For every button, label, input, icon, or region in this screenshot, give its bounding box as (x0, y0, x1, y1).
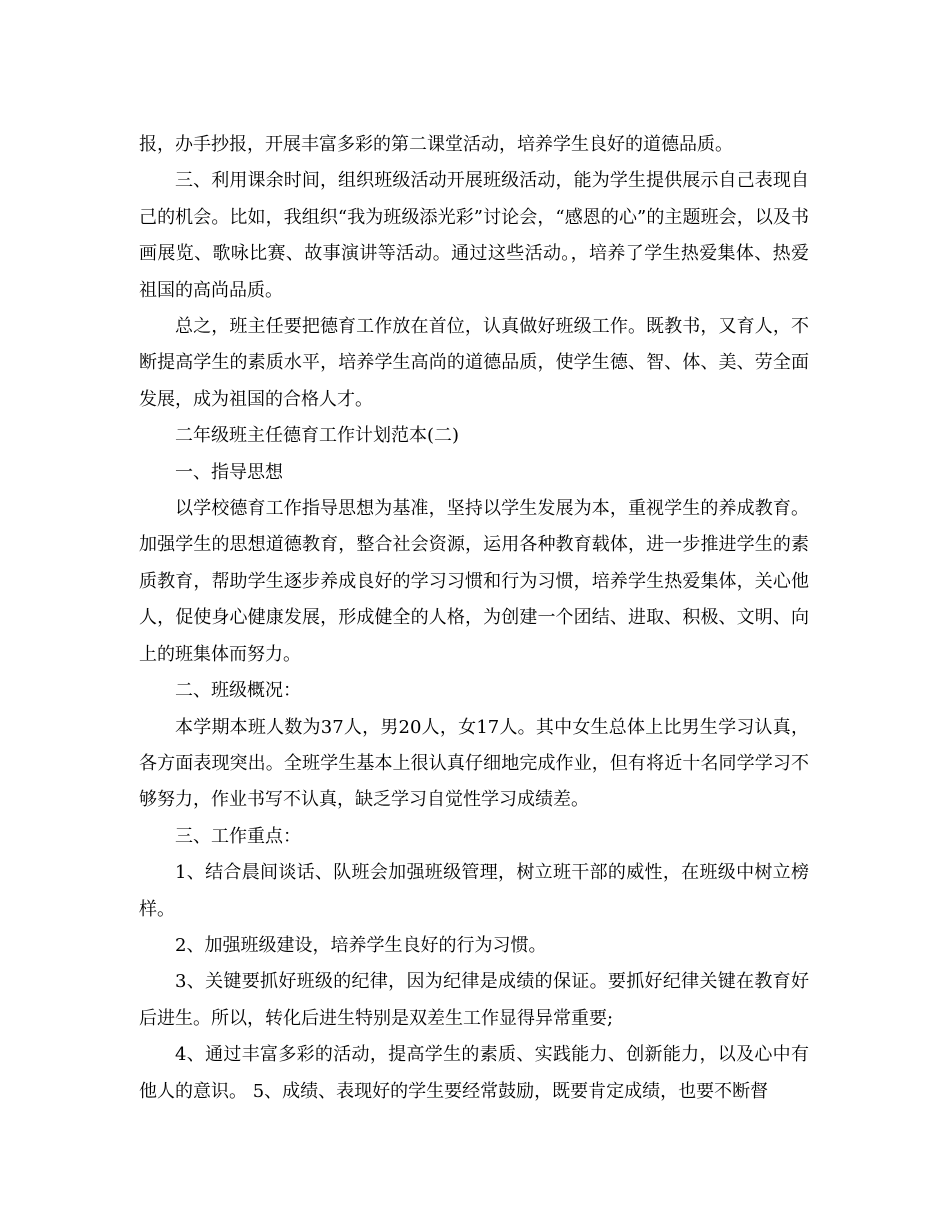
list-item-2: 2、加强班级建设，培养学生良好的行为习惯。 (175, 934, 547, 956)
heading-guiding-ideology: 一、指导思想 (175, 461, 283, 483)
paragraph-conclusion: 总之，班主任要把德育工作放在首位，认真做好班级工作。既教书，又育人，不断提高学生的素质水平，培养学生高尚的道德品质，使学生德、智、体、美、劳全面发展，成为祖国的合格人才。 (139, 316, 809, 410)
paragraph-activities: 三、利用课余时间，组织班级活动开展班级活动，能为学生提供展示自己表现自己的机会。比如，我组织“我为班级添光彩”讨论会，“感恩的心”的主题班会，以及书画展览、歌咏比赛、故事演讲等活动。通过这些活动。，培养了学生热爱集体、热爱祖国的高尚品质。 (139, 170, 809, 301)
paragraph-continuation: 报，办手抄报，开展丰富多彩的第二课堂活动，培养学生良好的道德品质。 (139, 134, 733, 155)
heading-work-focus: 三、工作重点： (175, 825, 301, 847)
list-item-1: 1、结合晨间谈话、队班会加强班级管理，树立班干部的威性，在班级中树立榜样。 (139, 862, 809, 920)
heading-class-overview: 二、班级概况： (175, 680, 301, 702)
paragraph-class-overview: 本学期本班人数为37人，男20人，女17人。其中女生总体上比男生学习认真，各方面表现突出。全班学生基本上很认真仔细地完成作业，但有将近十名同学学习不够努力，作业书写不认真，缺乏学习自觉性学习成绩差。 (139, 716, 809, 811)
section-title: 二年级班主任德育工作计划范本(二) (175, 425, 460, 447)
paragraph-guiding-ideology: 以学校德育工作指导思想为基准，坚持以学生发展为本，重视学生的养成教育。加强学生的思想道德教育，整合社会资源，运用各种教育载体，进一步推进学生的素质教育，帮助学生逐步养成良好的学习习惯和行为习惯，培养学生热爱集体，关心他人，促使身心健康发展，形成健全的人格，为创建一个团结、进取、积极、文明、向上的班集体而努力。 (139, 498, 809, 665)
list-item-3: 3、关键要抓好班级的纪律，因为纪律是成绩的保证。要抓好纪律关键在教育好后进生。所以，转化后进生特别是双差生工作显得异常重要; (139, 971, 809, 1029)
document-body (139, 127, 809, 1110)
list-item-4: 4、通过丰富多彩的活动，提高学生的素质、实践能力、创新能力，以及心中有他人的意识。 5、成绩、表现好的学生要经常鼓励，既要肯定成绩，也要不断督 (139, 1044, 809, 1102)
